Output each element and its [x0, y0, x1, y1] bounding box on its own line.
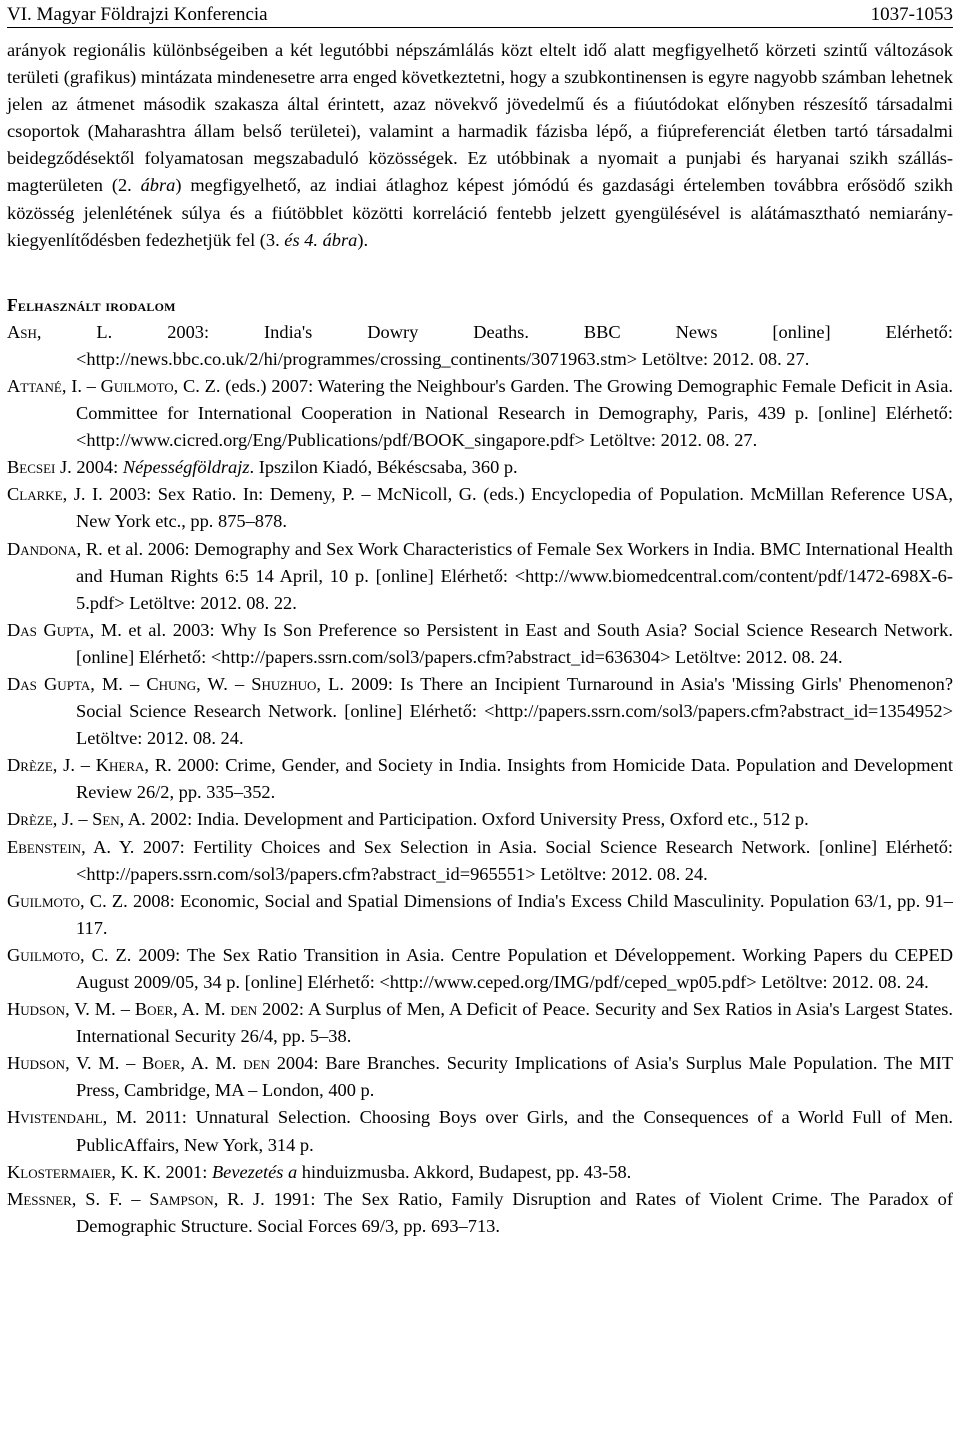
reference-author: Hudson, V. M. – Boer, A. M. den [7, 999, 258, 1020]
reference-item [7, 942, 953, 996]
reference-author: Guilmoto, C. Z. [7, 944, 132, 965]
body-emphasis-figure: ábra [140, 175, 176, 196]
body-text-end: ). [357, 229, 369, 250]
references-heading: Felhasznált irodalom [7, 294, 176, 315]
reference-text: 2000: Crime, Gender, and Society in India. Insights from Homicide Data. Population and Development Review 26/2, pp. 335–352. [76, 755, 953, 803]
body-emphasis-figures: és 4. ábra [284, 229, 358, 250]
reference-item [7, 996, 953, 1050]
body-text-start: arányok regionális különbségeiben a két legutóbbi népszámlálás közt eltelt idő alatt megfigyelhető körzeti szintű változások területi (grafikus) mintázata mindenesetre arra enged következtetni, hogy a szubkontinensen is egyre nagyobb számban lehetnek jelen az átmenet második szakasza által érintett, azaz növekvő jövedelmű és a fiúutódokat előnyben részesítő társadalmi csoportok (Maharashtra állam belső területei), valamint a harmadik fázisba lépő, a fiúpreferenciát életben tartó társadalmi beidegződésektől folyamatosan megszabaduló közösségek. Ez utóbbinak a nyomait a punjabi és haryanai szikh szállás-magterületen (2. [7, 40, 953, 196]
reference-item [7, 888, 953, 942]
reference-item [7, 1186, 953, 1240]
reference-author: Clarke, J. I. [7, 484, 103, 505]
reference-author: Klostermaier, K. K. [7, 1161, 161, 1182]
reference-text: 1991: The Sex Ratio, Family Disruption and Rates of Violent Crime. The Paradox of Demographic Structure. Social Forces 69/3, pp. 693–713. [76, 1188, 953, 1236]
reference-text: 2008: Economic, Social and Spatial Dimensions of India's Excess Child Masculinity. Population 63/1, pp. 91–117. [76, 890, 953, 938]
reference-text: 2001: [160, 1161, 212, 1182]
reference-text: 2004: Bare Branches. Security Implications of Asia's Surplus Male Population. The MIT Press, Cambridge, MA – London, 400 p. [76, 1053, 954, 1101]
reference-text-after: . Ipszilon Kiadó, Békéscsaba, 360 p. [249, 457, 518, 478]
reference-text: 2011: Unnatural Selection. Choosing Boys over Girls, and the Consequences of a World Full of Men. PublicAffairs, New York, 314 p. [76, 1107, 954, 1155]
reference-text: 2004: [71, 457, 123, 478]
reference-author: Ash, L. [7, 321, 113, 342]
reference-item [7, 617, 953, 671]
reference-item [7, 806, 953, 833]
body-text-middle: ) megfigyelhető, az indiai átlaghoz képest jómódú és gazdasági értelemben továbbra erősödő szikh közösség jelenlétének súlya és a fiútöbblet közötti korreláció fentebb jelzett gyengülésével is alátámasztható nemiarány-kiegyenlítődésben fedezhetjük fel (3. [7, 175, 953, 250]
reference-author: Attané, I. – Guilmoto, C. Z. [7, 375, 221, 396]
conference-title: VI. Magyar Földrajzi Konferencia [7, 4, 268, 25]
running-header [7, 0, 953, 28]
reference-text: 2007: Fertility Choices and Sex Selection in Asia. Social Science Research Network. [online] Elérhető: <http://papers.ssrn.com/sol3/papers.cfm?abstract_id=965551> Letöltve: 2012. 08. 24. [76, 836, 954, 884]
reference-author: Messner, S. F. – Sampson, R. J. [7, 1188, 265, 1209]
reference-text-after: hinduizmusba. Akkord, Budapest, pp. 43-58. [297, 1161, 632, 1182]
reference-author: Das Gupta, M. [7, 619, 122, 640]
reference-text: 2003: India's Dowry Deaths. BBC News [online] Elérhető: <http://news.bbc.co.uk/2/hi/programmes/crossing_continents/3071963.stm> Letöltve: 2012. 08. 27. [76, 321, 953, 369]
reference-item [7, 481, 953, 535]
reference-author: Ebenstein, A. Y. [7, 836, 135, 857]
reference-item [7, 373, 953, 454]
reference-author: Das Gupta, M. – Chung, W. – Shuzhuo, L. [7, 673, 344, 694]
reference-text: 2002: A Surplus of Men, A Deficit of Peace. Security and Sex Ratios in Asia's Largest States. International Security 26/4, pp. 5–38. [76, 999, 953, 1047]
reference-author: Becsei J. [7, 457, 72, 478]
reference-title-italic: Népességföldrajz [122, 457, 250, 478]
reference-item [7, 1159, 953, 1186]
reference-text: et al. 2006: Demography and Sex Work Characteristics of Female Sex Workers in India. BMC International Health and Human Rights 6:5 14 April, 10 p. [online] Elérhető: <http://www.biomedcentral.com/content/pdf/1472-698X-6-5.pdf> Letöltve: 2012. 08. 22. [76, 538, 953, 613]
reference-item [7, 834, 953, 888]
reference-text: 2009: The Sex Ratio Transition in Asia. Centre Population et Développement. Working Papers du CEPED August 2009/05, 34 p. [online] Elérhető: <http://www.ceped.org/IMG/pdf/ceped_wp05.pdf> Letöltve: 2012. 08. 24. [76, 944, 953, 992]
reference-title-italic: Bevezetés a [211, 1161, 298, 1182]
body-paragraph [7, 37, 953, 254]
reference-list [7, 319, 953, 1240]
reference-author: Drèze, J. – Sen, A. [7, 809, 146, 830]
reference-item [7, 752, 953, 806]
reference-text: (eds.) 2007: Watering the Neighbour's Garden. The Growing Demographic Female Deficit in Asia. Committee for International Cooperation in National Research in Demography, Paris, 439 p. [online] Elérhető: <http://www.cicred.org/Eng/Publications/pdf/BOOK_singapore.pdf> Letöltve: 2012. 08. 27. [76, 375, 953, 451]
reference-text: 2009: Is There an Incipient Turnaround in Asia's 'Missing Girls' Phenomenon? Social Science Research Network. [online] Elérhető: <http://papers.ssrn.com/sol3/papers.cfm?abstract_id=1354952> Letöltve: 2012. 08. 24. [76, 673, 953, 749]
reference-item [7, 1104, 953, 1158]
reference-text: 2002: India. Development and Participation. Oxford University Press, Oxford etc., 512 p. [145, 809, 809, 830]
page-range: 1037-1053 [870, 4, 953, 25]
reference-item [7, 1050, 953, 1104]
reference-author: Dandona, R. [7, 538, 103, 559]
reference-item [7, 671, 953, 752]
reference-author: Guilmoto, C. Z. [7, 890, 128, 911]
reference-item [7, 454, 953, 481]
reference-item [7, 319, 953, 373]
reference-author: Hudson, V. M. – Boer, A. M. den [7, 1053, 270, 1074]
reference-text: 2003: Sex Ratio. In: Demeny, P. – McNicoll, G. (eds.) Encyclopedia of Population. McMillan Reference USA, New York etc., pp. 875–878. [76, 484, 953, 532]
reference-author: Drèze, J. – Khera, R. [7, 755, 172, 776]
reference-text: et al. 2003: Why Is Son Preference so Persistent in East and South Asia? Social Science Research Network. [online] Elérhető: <http://papers.ssrn.com/sol3/papers.cfm?abstract_id=636304> Letöltve: 2012. 08. 24. [76, 619, 953, 667]
reference-item [7, 536, 953, 617]
reference-author: Hvistendahl, M. [7, 1107, 137, 1128]
